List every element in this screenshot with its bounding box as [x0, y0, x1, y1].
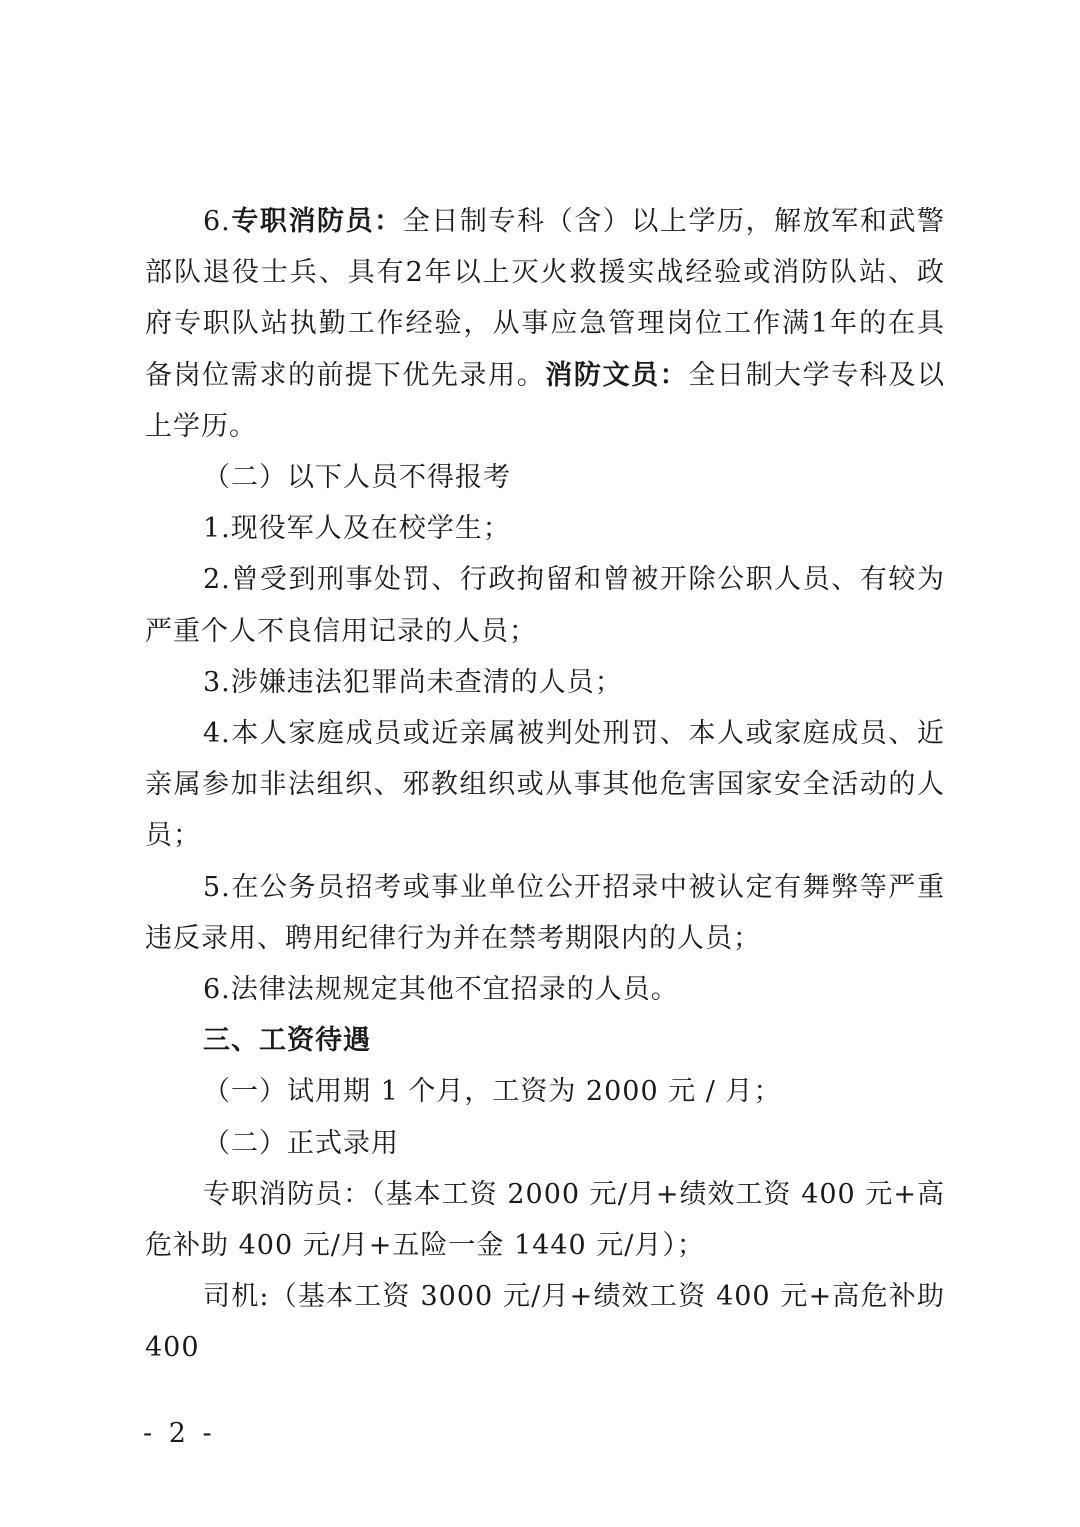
paragraph-number: 6.: [203, 206, 231, 237]
bold-term-firefighter: 专职消防员：: [230, 206, 403, 237]
section-heading-salary: 三、工资待遇: [203, 1025, 371, 1057]
paragraph-text: 全日制专科（含）以上学历，解放军和武警部队退役士兵、具有2年以上灭火救援实战经验或消防队站、政府专职队站执勤工作经验，从事应急管理岗位工作满1年的在具备岗位需求的前提下优先录用。: [145, 206, 946, 391]
page-number: - 2 -: [143, 1418, 216, 1449]
list-item-ineligible-4: 4.本人家庭成员或近亲属被判处刑罚、本人或家庭成员、近亲属参加非法组织、邪教组织或从事其他危害国家安全活动的人员；: [145, 718, 945, 852]
salary-driver: 司机:（基本工资 3000 元/月+绩效工资 400 元+高危补助 400: [145, 1281, 945, 1364]
list-item-ineligible-6: 6.法律法规规定其他不宜招录的人员。: [203, 974, 679, 1006]
list-item-ineligible-5: 5.在公务员招考或事业单位公开招录中被认定有舞弊等严重违反录用、聘用纪律行为并在禁考期限内的人员；: [145, 871, 945, 954]
list-item-ineligible-2: 2.曾受到刑事处罚、行政拘留和曾被开除公职人员、有较为严重个人不良信用记录的人员；: [145, 564, 945, 647]
subheading-ineligible: （二）以下人员不得报考: [203, 462, 511, 494]
salary-probation: （一）试用期 1 个月，工资为 2000 元 / 月；: [203, 1076, 782, 1108]
list-item-ineligible-1: 1.现役军人及在校学生；: [203, 513, 511, 545]
salary-formal-heading: （二）正式录用: [203, 1127, 399, 1159]
bold-term-clerk: 消防文员：: [545, 359, 689, 391]
paragraph-requirements-firefighter: [145, 196, 945, 452]
list-item-ineligible-3: 3.涉嫌违法犯罪尚未查清的人员；: [203, 666, 623, 698]
document-body: [145, 196, 945, 1374]
paragraph-text: 全日制大学专科及以上学历。: [145, 359, 946, 442]
salary-firefighter: 专职消防员：（基本工资 2000 元/月+绩效工资 400 元+高危补助 400 元/月+五险一金 1440 元/月）；: [145, 1178, 945, 1262]
